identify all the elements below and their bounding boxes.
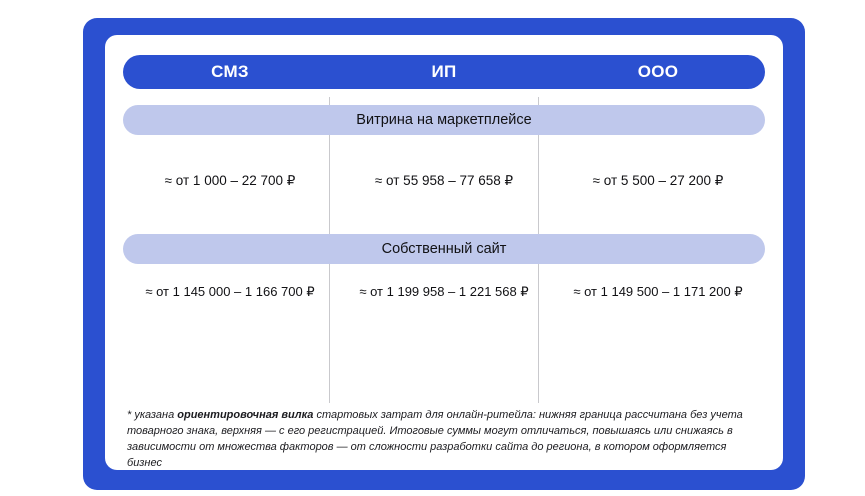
section-band-ownsite-label: Собственный сайт <box>381 241 507 257</box>
value-cell-ownsite-smz <box>123 264 337 364</box>
value-cell-ownsite-ip <box>337 264 551 364</box>
column-header-ip <box>337 55 551 89</box>
column-header-ip-label: ИП <box>431 62 457 81</box>
value-cell-marketplace-ooo <box>551 135 765 234</box>
value-ownsite-ooo: ≈ от 1 149 500 – 1 171 200 ₽ <box>573 284 743 299</box>
value-ownsite-smz: ≈ от 1 145 000 – 1 166 700 ₽ <box>145 284 315 299</box>
section-band-marketplace-label: Витрина на маркетплейсе <box>356 112 532 128</box>
footnote-lead: * указана <box>127 409 178 421</box>
value-ownsite-ip: ≈ от 1 199 958 – 1 221 568 ₽ <box>359 284 529 299</box>
value-row-ownsite <box>123 264 765 364</box>
comparison-card <box>105 35 783 470</box>
footnote-emphasis: ориентировочная вилка <box>177 409 314 421</box>
blue-frame <box>83 18 805 490</box>
value-row-marketplace <box>123 135 765 234</box>
value-cell-ownsite-ooo <box>551 264 765 364</box>
column-header-row <box>123 55 765 89</box>
footnote-rest: стартовых затрат для онлайн-ритейла: нижняя граница рассчитана без учета товарного знака, верхняя — с его регистрацией. Итоговые суммы могут отличаться, повышаясь или снижаясь в зависимости от множества факторов — от сложности разработки сайта до региона, в котором оформляется бизнес <box>127 409 743 469</box>
value-marketplace-ooo: ≈ от 5 500 – 27 200 ₽ <box>592 172 724 188</box>
value-cell-marketplace-ip <box>337 135 551 234</box>
value-marketplace-smz: ≈ от 1 000 – 22 700 ₽ <box>164 172 296 188</box>
value-cell-marketplace-smz <box>123 135 337 234</box>
value-marketplace-ip: ≈ от 55 958 – 77 658 ₽ <box>374 172 514 188</box>
section-band-marketplace <box>123 105 765 135</box>
column-header-smz <box>123 55 337 89</box>
column-header-smz-label: СМЗ <box>211 62 249 81</box>
column-header-ooo <box>551 55 765 89</box>
column-header-ooo-label: ООО <box>637 62 679 81</box>
section-band-ownsite <box>123 234 765 264</box>
footnote <box>127 407 763 471</box>
